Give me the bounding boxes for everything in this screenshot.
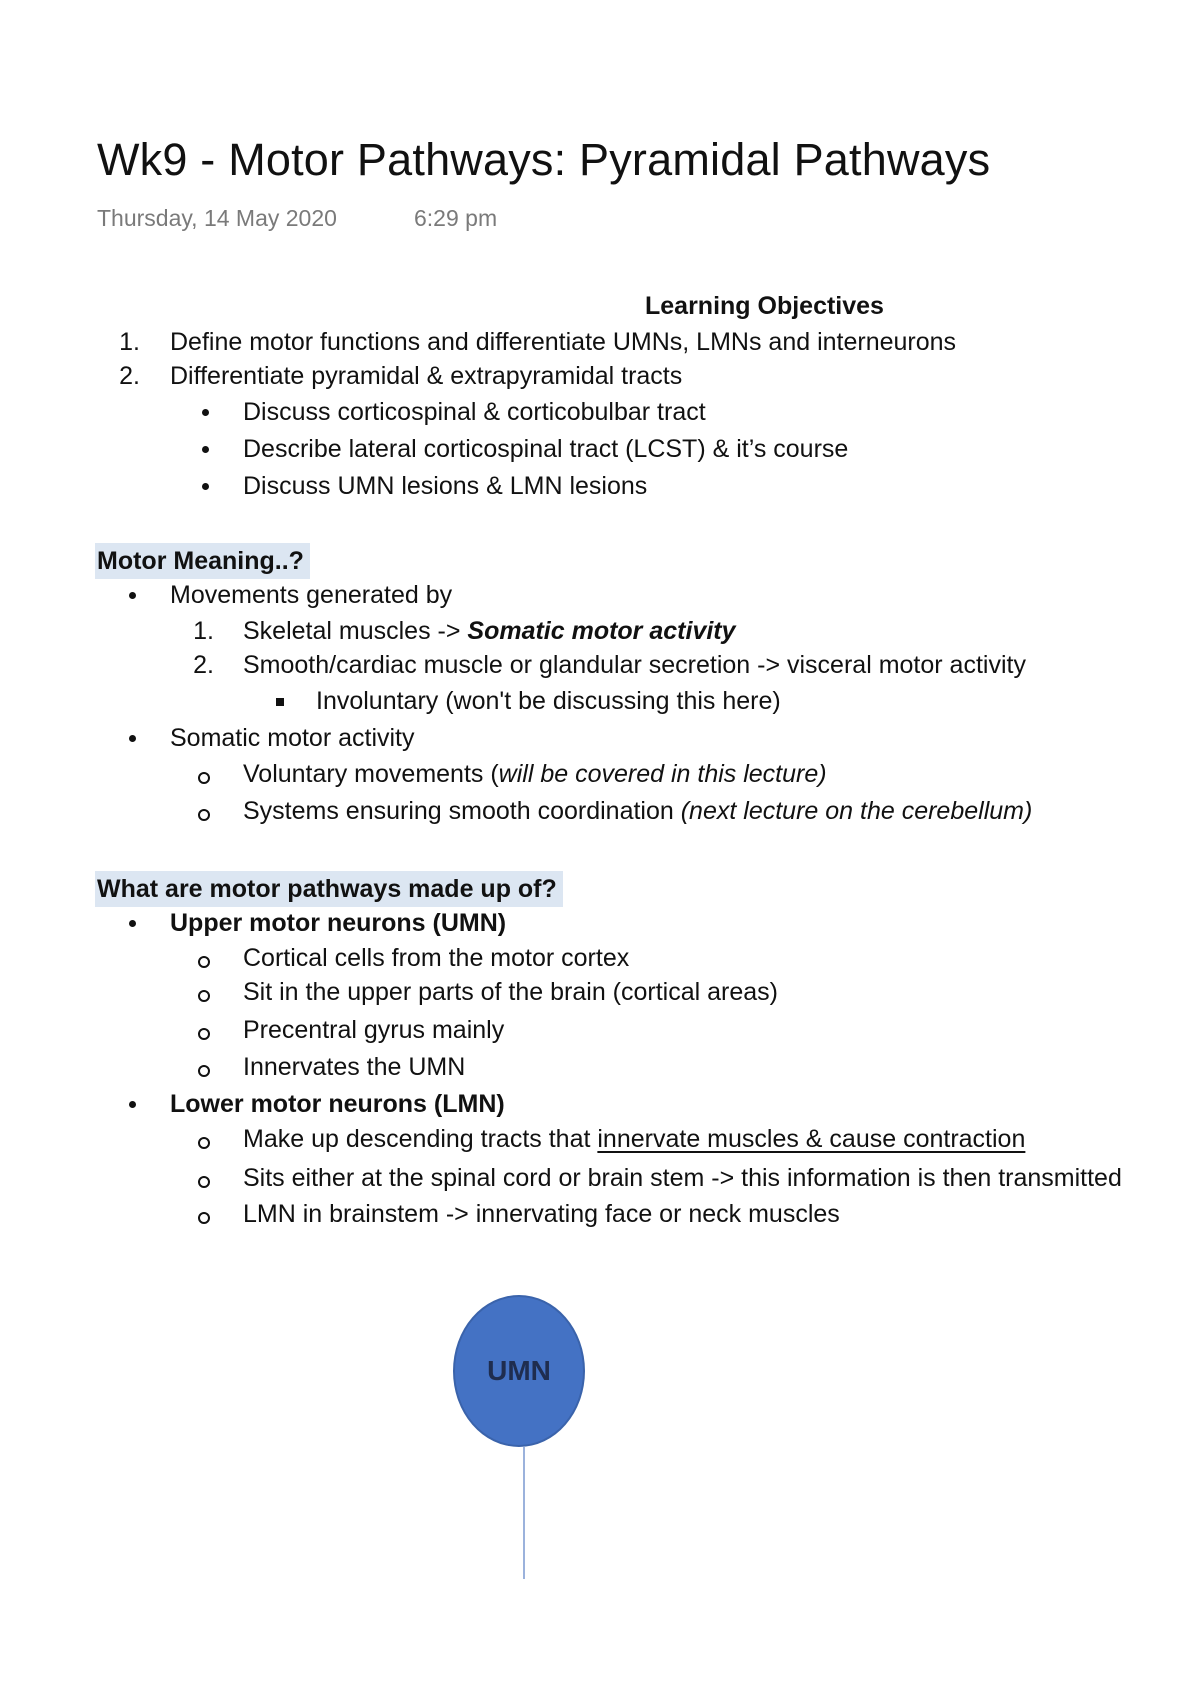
objective-subitem: Discuss UMN lesions & LMN lesions: [243, 472, 648, 500]
list-number: 1.: [119, 328, 140, 356]
list-item: Sits either at the spinal cord or brain stem -> this information is then transmitted: [243, 1164, 1122, 1192]
bullet-icon: [198, 1137, 210, 1149]
list-item: Movements generated by: [170, 581, 453, 609]
bullet-icon: [129, 1101, 136, 1108]
objective-subitem: Describe lateral corticospinal tract (LCST) & it’s course: [243, 435, 849, 463]
umn-node-label: UMN: [487, 1355, 551, 1386]
list-item-text: Systems ensuring smooth coordination: [243, 797, 681, 825]
objective-item: Differentiate pyramidal & extrapyramidal tracts: [170, 362, 683, 390]
bullet-icon: [202, 483, 209, 490]
list-item: Involuntary (won't be discussing this here): [316, 687, 781, 715]
page-title: Wk9 - Motor Pathways: Pyramidal Pathways: [97, 134, 991, 185]
umn-axon-line: [523, 1447, 525, 1579]
list-item: Somatic motor activity: [170, 724, 415, 752]
list-item-text: Skeletal muscles ->: [243, 617, 468, 645]
bullet-icon: [129, 920, 136, 927]
bullet-icon: [198, 809, 210, 821]
list-item-text: Make up descending tracts that: [243, 1125, 598, 1153]
umn-node: [453, 1295, 585, 1447]
bullet-icon: [198, 990, 210, 1002]
motor-pathways-heading: What are motor pathways made up of?: [95, 871, 563, 907]
bullet-icon: [129, 592, 136, 599]
list-number: 2.: [119, 362, 140, 390]
bullet-icon: [202, 409, 209, 416]
bullet-icon: [202, 446, 209, 453]
bullet-icon: [276, 698, 284, 706]
list-item: [243, 1123, 1025, 1155]
list-item: Smooth/cardiac muscle or glandular secretion -> visceral motor activity: [243, 651, 1026, 679]
objective-item: Define motor functions and differentiate UMNs, LMNs and interneurons: [170, 328, 957, 356]
emphasis-text: Somatic motor activity: [467, 617, 736, 645]
bullet-icon: [198, 1176, 210, 1188]
italic-text: (next lecture on the cerebellum): [680, 797, 1033, 825]
page-date: Thursday, 14 May 2020: [97, 205, 337, 231]
umn-heading: Upper motor neurons (UMN): [170, 909, 507, 937]
bullet-icon: [198, 956, 210, 968]
list-number: 1.: [193, 617, 214, 645]
bullet-icon: [198, 1212, 210, 1224]
list-item: LMN in brainstem -> innervating face or neck muscles: [243, 1200, 840, 1228]
bullet-icon: [198, 1028, 210, 1040]
objective-subitem: Discuss corticospinal & corticobulbar tract: [243, 398, 706, 426]
bullet-icon: [198, 1065, 210, 1077]
list-item: Precentral gyrus mainly: [243, 1016, 505, 1044]
list-number: 2.: [193, 651, 214, 679]
learning-objectives-heading: Learning Objectives: [645, 292, 884, 320]
underlined-text: innervate muscles & cause contraction: [597, 1125, 1026, 1153]
bullet-icon: [198, 772, 210, 784]
motor-meaning-heading: Motor Meaning..?: [95, 543, 310, 579]
list-item: Innervates the UMN: [243, 1053, 466, 1081]
lmn-heading: Lower motor neurons (LMN): [170, 1090, 505, 1118]
page-time: 6:29 pm: [414, 205, 498, 231]
list-item: [243, 795, 1032, 827]
list-item: [243, 758, 827, 790]
list-item: Cortical cells from the motor cortex: [243, 944, 630, 972]
list-item: [243, 615, 736, 647]
italic-text: will be covered in this lecture): [498, 760, 827, 788]
list-item: Sit in the upper parts of the brain (cortical areas): [243, 978, 778, 1006]
bullet-icon: [129, 735, 136, 742]
list-item-text: Voluntary movements (: [243, 760, 499, 788]
